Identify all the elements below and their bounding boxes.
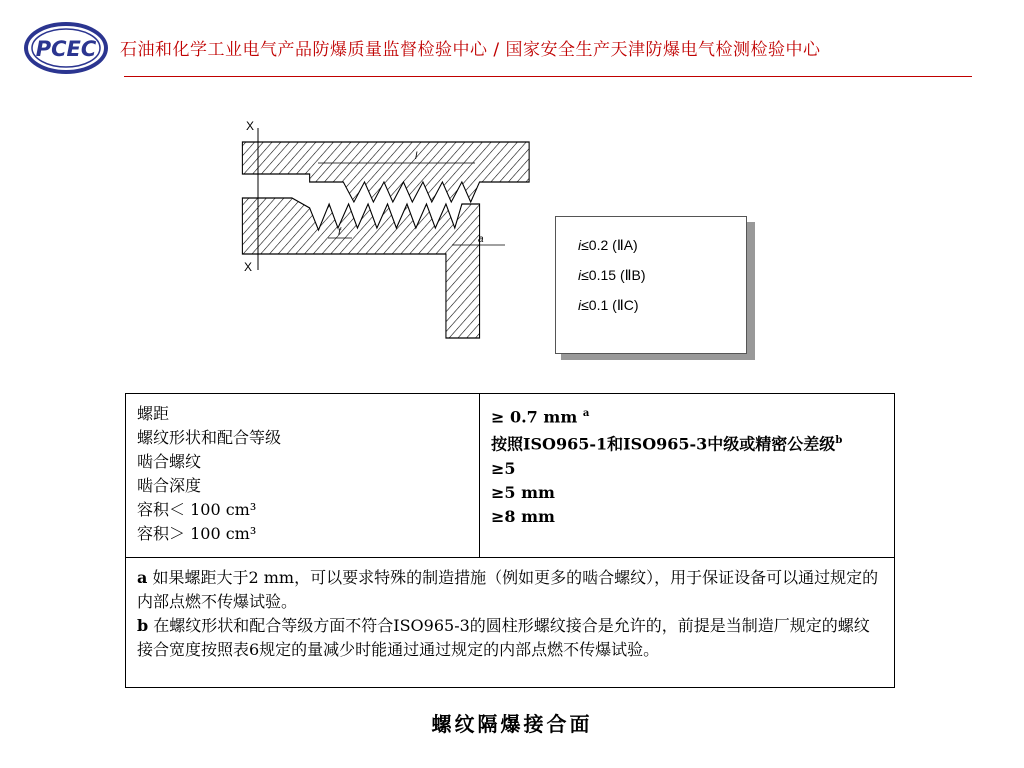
spec-value: ≥5 bbox=[491, 458, 516, 478]
spec-table bbox=[125, 393, 895, 688]
spec-value: ≥8 mm bbox=[491, 506, 555, 526]
upper-part bbox=[242, 142, 529, 202]
tolerance-line: i≤0.2 (ⅡA) bbox=[578, 237, 638, 253]
spec-label: 啮合螺纹 bbox=[137, 452, 202, 471]
pcec-logo bbox=[24, 22, 108, 74]
spec-values-cell bbox=[480, 394, 894, 557]
dim-gap-label: a bbox=[478, 234, 484, 245]
spec-notes bbox=[137, 566, 885, 662]
dim-length-label: l bbox=[415, 151, 418, 162]
figure-caption: 螺纹隔爆接合面 bbox=[431, 712, 593, 736]
thread-joint-diagram bbox=[230, 110, 530, 350]
logo-text: PCEC bbox=[35, 37, 97, 61]
header-title: 石油和化学工业电气产品防爆质量监督检验中心 / 国家安全生产天津防爆电气检测检验中心 bbox=[120, 40, 821, 60]
spec-labels-cell bbox=[126, 394, 480, 557]
spec-value: ≥5 mm bbox=[491, 482, 555, 502]
spec-label: 容积＜ 100 cm³ bbox=[137, 500, 257, 519]
axis-label-bottom: X bbox=[244, 260, 253, 274]
spec-label: 容积＞ 100 cm³ bbox=[137, 524, 257, 543]
spec-label: 螺距 bbox=[137, 404, 170, 423]
spec-row bbox=[126, 394, 894, 558]
spec-value: 按照ISO965-1和ISO965-3中级或精密公差级$^b$ bbox=[491, 434, 843, 454]
header bbox=[0, 0, 1024, 80]
dim-pitch-label: f bbox=[338, 227, 341, 238]
note-b: b 在螺纹形状和配合等级方面不符合ISO965-3的圆柱形螺纹接合是允许的，前提是当制造厂规定的螺纹接合宽度按照表6规定的量减少时能通过通过规定的内部点燃不传爆试验。 bbox=[137, 616, 870, 659]
axis-label-top: X bbox=[246, 119, 255, 133]
header-divider bbox=[124, 76, 972, 77]
spec-value: ≥ 0.7 mm $^a$ bbox=[491, 407, 590, 427]
spec-label: 啮合深度 bbox=[137, 476, 202, 495]
tolerance-line: i≤0.15 (ⅡB) bbox=[578, 267, 646, 283]
lower-part bbox=[242, 198, 479, 338]
spec-label: 螺纹形状和配合等级 bbox=[137, 428, 282, 447]
tolerance-line: i≤0.1 (ⅡC) bbox=[578, 297, 639, 313]
tolerance-box bbox=[555, 216, 747, 354]
note-a: a 如果螺距大于2 mm，可以要求特殊的制造措施（例如更多的啮合螺纹），用于保证设备可以通过规定的内部点燃不传爆试验。 bbox=[137, 568, 879, 611]
